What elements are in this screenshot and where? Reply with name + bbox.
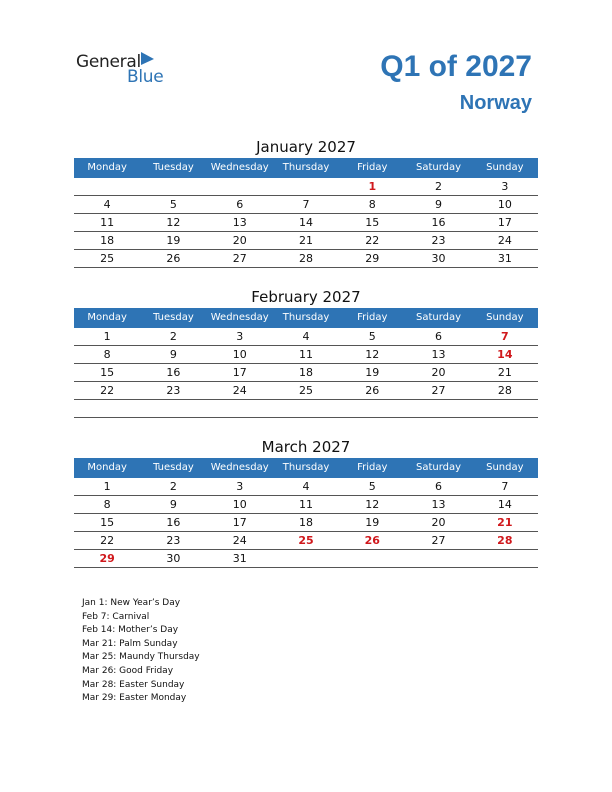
day-cell: 22: [100, 384, 115, 397]
day-cell: 28: [298, 252, 313, 265]
week-row: [74, 232, 538, 250]
day-cell: 22: [100, 534, 115, 547]
week-row: [74, 532, 538, 550]
day-cell: 21: [497, 516, 513, 529]
day-cell: 4: [103, 198, 111, 211]
week-row: [74, 550, 538, 568]
weekday-label: Saturday: [416, 162, 462, 173]
legend-item: Mar 29: Easter Monday: [82, 693, 187, 704]
day-cell: 22: [365, 234, 380, 247]
day-cell: 2: [435, 180, 443, 193]
day-cell: [339, 400, 405, 417]
day-cell: 30: [166, 552, 181, 565]
day-cell: 8: [103, 498, 111, 511]
day-cell: 1: [368, 180, 377, 193]
day-cell: 9: [435, 198, 443, 211]
day-cell: 11: [100, 216, 115, 229]
weekday-label: Saturday: [416, 312, 462, 323]
day-cell: 23: [431, 234, 446, 247]
day-cell: 7: [501, 480, 509, 493]
day-cell: 9: [169, 498, 177, 511]
day-cell: 18: [100, 234, 115, 247]
day-cell: [405, 400, 471, 417]
weekday-label: Thursday: [282, 462, 330, 473]
month-march: [74, 436, 538, 568]
day-cell: 29: [365, 252, 380, 265]
day-cell: 23: [166, 534, 181, 547]
day-cell: 20: [431, 366, 446, 379]
day-cell: 2: [169, 480, 177, 493]
day-cell: 5: [169, 198, 177, 211]
week-row: [74, 364, 538, 382]
day-cell: 21: [497, 366, 512, 379]
day-cell: 17: [497, 216, 512, 229]
day-cell: [273, 400, 339, 417]
weekday-header: [74, 458, 538, 478]
day-cell: 11: [298, 348, 313, 361]
day-cell: 13: [431, 498, 446, 511]
day-cell: 28: [497, 534, 513, 547]
week-row: [74, 328, 538, 346]
legend-item: Mar 21: Palm Sunday: [82, 638, 178, 649]
day-cell: 10: [497, 198, 512, 211]
day-cell: 8: [368, 198, 376, 211]
day-cell: 7: [302, 198, 310, 211]
day-cell: 27: [431, 384, 446, 397]
day-cell: 16: [166, 366, 181, 379]
weekday-label: Wednesday: [210, 462, 269, 473]
day-cell: [74, 400, 140, 417]
day-cell: 27: [232, 252, 247, 265]
legend-item: Jan 1: New Year’s Day: [82, 598, 181, 608]
month-title: February 2027: [251, 288, 361, 306]
day-cell: [140, 400, 206, 417]
day-cell: 2: [169, 330, 177, 343]
day-cell: 19: [166, 234, 181, 247]
weekday-header: [74, 158, 538, 178]
day-cell: 11: [298, 498, 313, 511]
weekday-label: Tuesday: [153, 462, 194, 473]
day-cell: 25: [298, 384, 313, 397]
weekday-label: Thursday: [282, 312, 330, 323]
day-cell: 30: [431, 252, 446, 265]
day-cell: 4: [302, 480, 310, 493]
day-cell: 14: [497, 498, 512, 511]
day-cell: 10: [232, 498, 247, 511]
day-cell: 3: [236, 330, 244, 343]
day-cell: 24: [497, 234, 512, 247]
day-cell: 18: [298, 516, 313, 529]
day-cell: 1: [103, 480, 111, 493]
day-cell: 12: [365, 498, 380, 511]
day-cell: [273, 178, 339, 195]
weekday-label: Monday: [87, 462, 127, 473]
day-cell: 20: [232, 234, 247, 247]
legend-item: Feb 14: Mother’s Day: [82, 625, 179, 636]
week-row: [74, 178, 538, 196]
brand-general-text: General: [76, 52, 141, 72]
day-cell: 4: [302, 330, 310, 343]
week-row: [74, 196, 538, 214]
week-row: [74, 346, 538, 364]
day-cell: 10: [232, 348, 247, 361]
day-cell: 28: [497, 384, 512, 397]
week-row: [74, 214, 538, 232]
day-cell: 6: [236, 198, 244, 211]
day-cell: 25: [298, 534, 314, 547]
month-february: [74, 286, 538, 418]
week-row: [74, 400, 538, 418]
day-cell: 14: [497, 348, 513, 361]
weekday-label: Thursday: [282, 162, 330, 173]
day-cell: 7: [501, 330, 509, 343]
day-cell: 26: [166, 252, 181, 265]
weekday-label: Saturday: [416, 462, 462, 473]
legend-item: Mar 28: Easter Sunday: [82, 679, 185, 690]
day-cell: 19: [365, 516, 380, 529]
day-cell: 12: [166, 216, 181, 229]
day-cell: 15: [365, 216, 380, 229]
day-cell: 20: [431, 516, 446, 529]
day-cell: 26: [365, 384, 380, 397]
day-cell: [140, 178, 206, 195]
day-cell: [74, 178, 140, 195]
month-january: [74, 136, 538, 268]
day-cell: [273, 550, 339, 567]
country-name: Norway: [459, 92, 532, 114]
day-cell: 27: [431, 534, 446, 547]
day-cell: 12: [365, 348, 380, 361]
day-cell: 31: [497, 252, 512, 265]
legend-item: Mar 25: Maundy Thursday: [82, 652, 200, 663]
day-cell: 17: [232, 366, 247, 379]
day-cell: [472, 400, 538, 417]
weekday-label: Sunday: [486, 462, 524, 473]
day-cell: 9: [169, 348, 177, 361]
weekday-label: Friday: [357, 162, 388, 173]
day-cell: 19: [365, 366, 380, 379]
brand-blue-text: Blue: [127, 67, 164, 87]
day-cell: [405, 550, 471, 567]
weekday-label: Tuesday: [153, 162, 194, 173]
week-row: [74, 514, 538, 532]
legend-item: Mar 26: Good Friday: [82, 665, 174, 676]
holiday-legend: [82, 597, 200, 706]
page-title: Q1 of 2027: [380, 50, 532, 83]
week-row: [74, 250, 538, 268]
day-cell: 16: [166, 516, 181, 529]
day-cell: [472, 550, 538, 567]
day-cell: 25: [100, 252, 115, 265]
day-cell: 31: [232, 552, 247, 565]
weekday-header: [74, 308, 538, 328]
weekday-label: Monday: [87, 312, 127, 323]
day-cell: 6: [435, 330, 443, 343]
weekday-label: Friday: [357, 462, 388, 473]
day-cell: [207, 178, 273, 195]
logo-flag-icon: [141, 52, 155, 66]
day-cell: 15: [100, 516, 115, 529]
day-cell: 15: [100, 366, 115, 379]
weekday-label: Sunday: [486, 162, 524, 173]
week-row: [74, 478, 538, 496]
week-row: [74, 496, 538, 514]
day-cell: 23: [166, 384, 181, 397]
weekday-label: Sunday: [486, 312, 524, 323]
weekday-label: Tuesday: [153, 312, 194, 323]
weekday-label: Wednesday: [210, 162, 269, 173]
day-cell: 1: [103, 330, 111, 343]
day-cell: 13: [431, 348, 446, 361]
weekday-label: Friday: [357, 312, 388, 323]
day-cell: 8: [103, 348, 111, 361]
weekday-label: Monday: [87, 162, 127, 173]
day-cell: 3: [501, 180, 509, 193]
day-cell: 3: [236, 480, 244, 493]
day-cell: [207, 400, 273, 417]
day-cell: 13: [232, 216, 247, 229]
brand-logo: [76, 52, 176, 88]
day-cell: 6: [435, 480, 443, 493]
day-cell: 29: [99, 552, 115, 565]
day-cell: [339, 550, 405, 567]
day-cell: 26: [364, 534, 380, 547]
day-cell: 16: [431, 216, 446, 229]
day-cell: 14: [298, 216, 313, 229]
day-cell: 5: [368, 480, 376, 493]
day-cell: 5: [368, 330, 376, 343]
day-cell: 24: [232, 384, 247, 397]
legend-item: Feb 7: Carnival: [82, 611, 150, 622]
day-cell: 18: [298, 366, 313, 379]
weekday-label: Wednesday: [210, 312, 269, 323]
month-title: January 2027: [256, 138, 356, 156]
day-cell: 21: [298, 234, 313, 247]
month-title: March 2027: [261, 438, 351, 456]
day-cell: 24: [232, 534, 247, 547]
week-row: [74, 382, 538, 400]
day-cell: 17: [232, 516, 247, 529]
